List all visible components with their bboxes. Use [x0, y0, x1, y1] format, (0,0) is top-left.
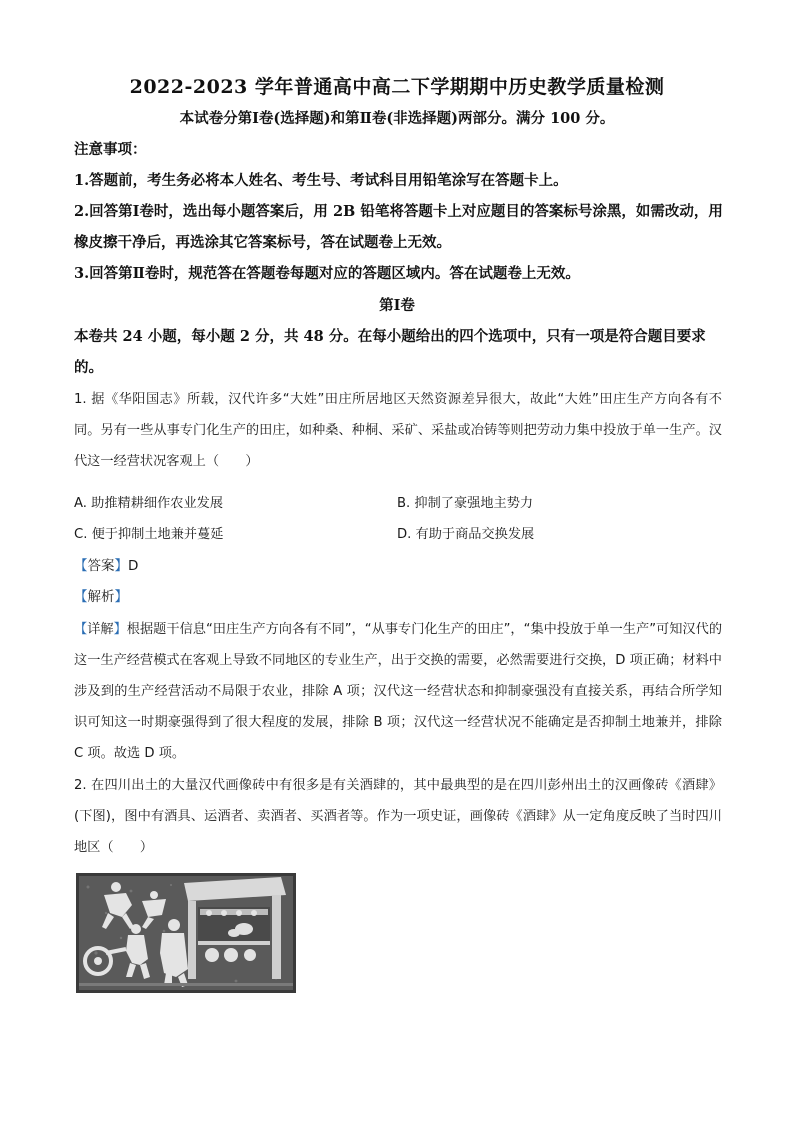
q1-option-c: C. 便于抑制土地兼并蔓延 — [74, 527, 224, 542]
detail-tag: 详解 — [87, 622, 114, 637]
section-heading: 第Ⅰ卷 — [379, 297, 415, 314]
question-1-stem: 1. 据《华阳国志》所载，汉代许多“大姓”田庄所居地区天然资源差异很大，故此“大姓”田庄生产方向各有不同。另有一些从事专门化生产的田庄，如种桑、种桐、采矿、采盐或冶铸等则把劳动力集中投放于单一生产。汉代这一经营状况客观上（ ） — [74, 392, 722, 469]
notice-item-2: 2.回答第Ⅰ卷时，选出每小题答案后，用 2B 铅笔将答题卡上对应题目的答案标号涂黑，如需改动，用橡皮擦干净后，再选涂其它答案标号，答在试题卷上无效。 — [74, 203, 723, 251]
answer-value: D — [128, 558, 139, 574]
notice-heading: 注意事项： — [74, 141, 147, 158]
notice-item-3: 3.回答第Ⅱ卷时，规范答在答题卷每题对应的答题区域内。答在试题卷上无效。 — [74, 265, 580, 282]
bracket-open: 【 — [74, 589, 88, 605]
analysis-line — [74, 587, 128, 607]
exam-subtitle: 本试卷分第Ⅰ卷(选择题)和第Ⅱ卷(非选择题)两部分。满分 100 分。 — [179, 110, 615, 127]
analysis-tag: 解析 — [87, 589, 115, 605]
detail-paragraph — [74, 614, 722, 769]
notice-item-1: 1.答题前，考生务必将本人姓名、考生号、考试科目用铅笔涂写在答题卡上。 — [74, 172, 568, 189]
answer-line — [74, 556, 138, 576]
bracket-close: 】 — [114, 589, 128, 605]
question-2-stem: 2. 在四川出土的大量汉代画像砖中有很多是有关酒肆的，其中最典型的是在四川彭州出土的汉画像砖《酒肆》(下图)，图中有酒具、运酒者、卖酒者、买酒者等。作为一项史证，画像砖《酒肆》从一定角度反映了当时四川地区（ ） — [74, 778, 722, 855]
q1-option-d: D. 有助于商品交换发展 — [397, 527, 535, 542]
bracket-open: 【 — [74, 558, 88, 574]
answer-tag: 答案 — [87, 558, 115, 574]
detail-text: 根据题干信息“田庄生产方向各有不同”，“从事专门化生产的田庄”，“集中投放于单一生产”可知汉代的这一生产经营模式在客观上导致不同地区的专业生产，出于交换的需要，必然需要进行交换，D 项正确；材料中涉及到的生产经营活动不局限于农业，排除 A 项；汉代这一经营状态和抑制豪强没有直接关系，再结合所学知识可知这一时期豪强得到了很大程度的发展，排除 B 项；汉代这一经营状况不能确定是否抑制土地兼并，排除 C 项。故选 D 项。 — [74, 622, 723, 761]
section-instructions: 本卷共 24 小题，每小题 2 分，共 48 分。在每小题给出的四个选项中，只有一项是符合题目要求的。 — [74, 328, 706, 376]
bracket-close: 】 — [113, 622, 127, 637]
bracket-close: 】 — [114, 558, 128, 574]
exam-title: 2022-2023 学年普通高中高二下学期期中历史教学质量检测 — [129, 76, 665, 98]
q1-option-b: B. 抑制了豪强地主势力 — [397, 496, 534, 511]
bracket-open: 【 — [74, 622, 88, 637]
wine-shop-relief-image — [76, 873, 296, 993]
q1-option-a: A. 助推精耕细作农业发展 — [74, 496, 224, 511]
